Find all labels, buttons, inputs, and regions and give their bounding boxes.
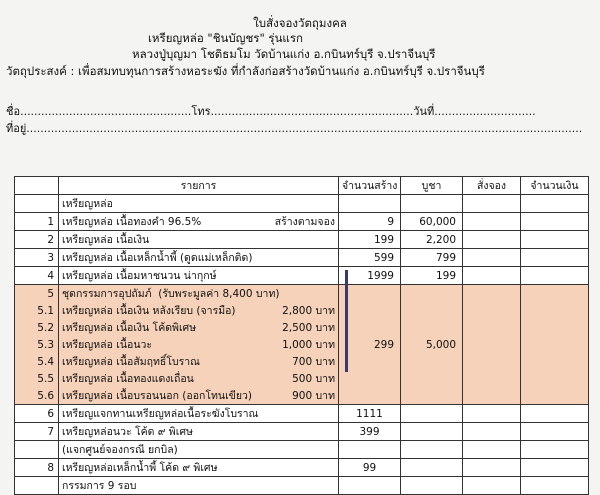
coin-name: เหรียญหล่อ "ชินบัญชร" รุ่นแรก — [148, 31, 303, 45]
set-title: ชุดกรรมการอุปถัมภ์ — [62, 288, 152, 300]
amount-cell[interactable] — [521, 405, 589, 423]
col-qty-header: จำนวนสร้าง — [339, 177, 401, 195]
item-note: สร้างตามจอง — [274, 216, 335, 228]
table-row: 4 เหรียญหล่อ เนื้อมหาชนวน น่ากุกษ์ 1999 199 — [15, 267, 589, 285]
table-row: 6 เหรียญแจกทานเหรียญหล่อเนื้อระฆังโบราณ 1111 — [15, 405, 589, 423]
item-name: (แจกศูนย์จองกรณี ยกบิล) — [59, 441, 339, 459]
amount-cell[interactable] — [521, 423, 589, 441]
item-name: กรรมการ 9 รอบ — [59, 477, 339, 495]
amount-cell[interactable] — [521, 213, 589, 231]
order-table — [14, 176, 589, 495]
set-item-row: 5.3 เหรียญหล่อ เนื้อนวะ 1,000 บาท 299 5,000 — [15, 336, 589, 353]
col-order-header: สั่งจอง — [463, 177, 521, 195]
item-name: เหรียญหล่อเหล็กน้ำพี้ โค้ด ๙ พิเศษ — [59, 459, 339, 477]
form-title: ใบสั่งจองวัตถุมงคล — [253, 16, 347, 30]
item-name: เหรียญหล่อนวะ โค้ด ๙ พิเศษ — [59, 423, 339, 441]
set-qty: 299 — [339, 336, 401, 353]
col-item-header: รายการ — [59, 177, 339, 195]
set-item-row: 5.6 เหรียญหล่อ เนื้อบรอนนอก (ออกโทนเขียว) 900 บาท — [15, 387, 589, 405]
order-cell[interactable] — [463, 267, 521, 285]
address-line[interactable]: ที่อยู่............................................................................................................................................................... — [6, 122, 583, 135]
monk-line: หลวงปู่บุญมา โชติธมโม วัดบ้านแก่ง อ.กบินทร์บุรี จ.ปราจีนบุรี — [132, 47, 436, 61]
set-item-row: 5.1 เหรียญหล่อ เนื้อเงิน หลังเรียบ (จารมือ) 2,800 บาท — [15, 302, 589, 319]
order-cell[interactable] — [463, 336, 521, 353]
col-no-header — [15, 177, 59, 195]
set-item-row: 5.2 เหรียญหล่อ เนื้อเงิน โค้ดพิเศษ 2,500 บาท — [15, 319, 589, 336]
col-amount-header: จำนวนเงิน — [521, 177, 589, 195]
amount-cell[interactable] — [521, 231, 589, 249]
order-cell[interactable] — [463, 459, 521, 477]
section-label: เหรียญหล่อ — [59, 195, 339, 213]
set-price: 5,000 — [401, 336, 463, 353]
col-price-header: บูชา — [401, 177, 463, 195]
item-name: เหรียญหล่อ เนื้อทองคำ 96.5% — [62, 216, 202, 228]
order-cell[interactable] — [463, 405, 521, 423]
table-row: 7 เหรียญหล่อนวะ โค้ด ๙ พิเศษ 399 — [15, 423, 589, 441]
item-name: เหรียญหล่อ เนื้อมหาชนวน น่ากุกษ์ — [59, 267, 339, 285]
amount-cell[interactable] — [521, 249, 589, 267]
purpose-line: วัตถุประสงค์ : เพื่อสมทบทุนการสร้างหอระฆัง ที่กำลังก่อสร้างวัดบ้านแก่ง อ.กบินทร์บุรี จ.ปราจีนบุรี — [6, 64, 485, 78]
set-marker-bar — [345, 270, 348, 372]
item-name: เหรียญหล่อ เนื้อเหล็กน้ำพี้ (ดูดแม่เหล็กติด) — [59, 249, 339, 267]
table-row: 1 เหรียญหล่อ เนื้อทองคำ 96.5% สร้างตามจอง 9 60,000 — [15, 213, 589, 231]
table-row: 2 เหรียญหล่อ เนื้อเงิน 199 2,200 — [15, 231, 589, 249]
table-row: 8 เหรียญหล่อเหล็กน้ำพี้ โค้ด ๙ พิเศษ 99 — [15, 459, 589, 477]
set-item-row: 5.4 เหรียญหล่อ เนื้อสัมฤทธิ์โบราณ 700 บาท — [15, 353, 589, 370]
table-row — [15, 441, 589, 459]
order-cell[interactable] — [463, 213, 521, 231]
set-header-row: 5 ชุดกรรมการอุปถัมภ์ (รับพระมูลค่า 8,400 บาท) — [15, 285, 589, 303]
set-title-note: (รับพระมูลค่า 8,400 บาท) — [158, 288, 280, 300]
item-name: เหรียญแจกทานเหรียญหล่อเนื้อระฆังโบราณ — [59, 405, 339, 423]
amount-cell[interactable] — [521, 336, 589, 353]
item-name: เหรียญหล่อ เนื้อเงิน — [59, 231, 339, 249]
order-cell[interactable] — [463, 231, 521, 249]
table-row — [15, 477, 589, 495]
amount-cell[interactable] — [521, 267, 589, 285]
amount-cell[interactable] — [521, 459, 589, 477]
name-phone-date-line[interactable]: ชื่อ.................................................โทร..........................................................วันที่............................. — [6, 105, 536, 118]
set-item-row: 5.5 เหรียญหล่อ เนื้อทองแดงเถื่อน 500 บาท — [15, 370, 589, 387]
order-cell[interactable] — [463, 423, 521, 441]
order-cell[interactable] — [463, 249, 521, 267]
table-row: 3 เหรียญหล่อ เนื้อเหล็กน้ำพี้ (ดูดแม่เหล็กติด) 599 799 — [15, 249, 589, 267]
